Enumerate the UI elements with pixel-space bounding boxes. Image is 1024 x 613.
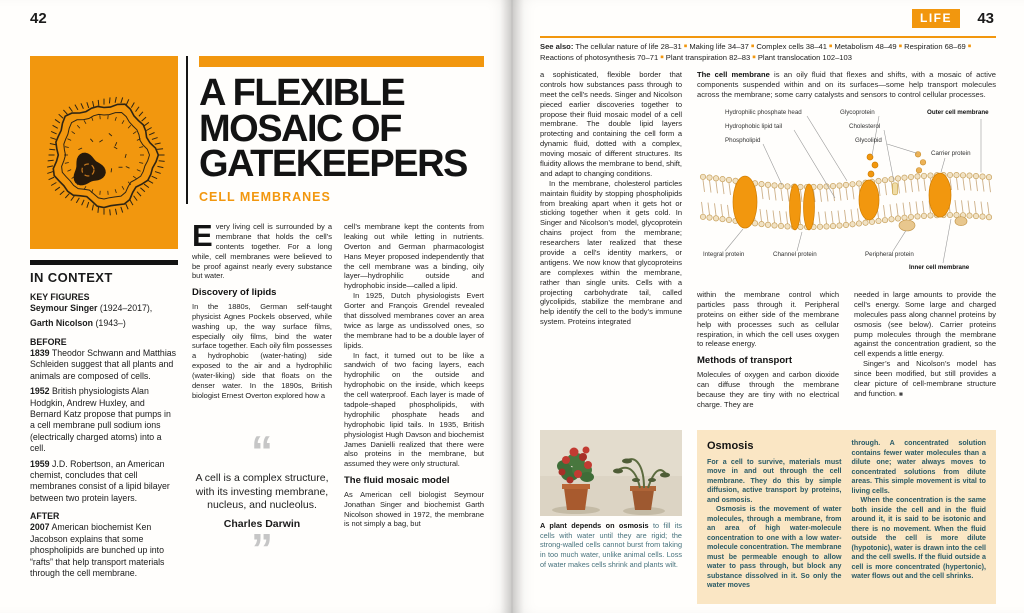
membrane-diagram [697, 70, 996, 273]
in-context-entry: 2007 American biochemist Ken Jacobson explains that some phospholipids are bunched up into “rafts” that help transport materials through the cell membrane. [30, 522, 165, 579]
title-block [186, 56, 484, 204]
diagram-caption [697, 70, 996, 100]
in-context-entry: Seymour Singer (1924–2017), [30, 303, 153, 313]
diagram-label-hydrophilic: Hydrophilic phosphate head [725, 109, 802, 117]
intro-paragraph [192, 218, 332, 281]
body-paragraph [854, 359, 996, 399]
body-paragraphs [344, 222, 484, 469]
section-heading-discovery-of-lipids: Discovery of lipids [192, 287, 277, 299]
body-paragraph: In the 1880s, German self-taught physicist Agnes Pockels observed, while washing up, the way surface films, especially oily films, bind the water surface together. Each oily film possesses a hydrophobic (water-hating) side exposed to the air and a hydrophilic (water-liking) side that floats on the denser water. In the 1890s, British biologist Ernest Overton explored how a [192, 301, 332, 400]
title-line-1: A FLEXIBLE [199, 72, 405, 114]
in-context-entry: 1839 Theodor Schwann and Matthias Schleiden suggest that all plants and animals are composed of cells. [30, 347, 177, 381]
paragraph: a sophisticated, flexible border that controls how substances pass through to meet the cell’s needs. Singer and Nicolson pieced earlier discoveries together to propose their fluid mosaic model of a cell membrane. The double lipid layers protecting and containing the cell form a dynamic fluid, dotted with a complex, moving mosaic of different structures. Its fluidity allows the membrane to bend, shift, and adapt to changing conditions. [540, 70, 682, 178]
page-number-right: 43 [977, 10, 994, 27]
membrane-svg [697, 103, 996, 273]
section-heading-fluid-mosaic-model: The fluid mosaic model [344, 475, 450, 487]
page-number-left: 42 [30, 10, 47, 27]
body-paragraph: needed in large amounts to provide the cell’s energy. Some large and charged molecules pass along channel proteins by osmosis (see below). Carrier proteins pump molecules through the membrane against the concentration gradient, so the cell expends a little energy. [854, 290, 996, 359]
paragraph: Osmosis is the movement of water molecules, through a membrane, from an area of high water-molecule concentration to one with a low water-molecule concentration. The membrane must be permeable enough to allow water to pass through, but block any substance dissolved in it. So only the water moves [707, 505, 842, 590]
see-also-separator: ■ [660, 54, 664, 61]
in-context-section-label: AFTER [30, 511, 60, 522]
article-subtitle: CELL MEMBRANES [199, 190, 331, 205]
article-title [199, 72, 484, 186]
paragraph: For a cell to survive, materials must move in and out through the cell membrane. They do this by simple diffusion, active transport by proteins, and osmosis. [707, 457, 842, 504]
diagram-label-outer: Outer cell membrane [927, 109, 989, 117]
see-also-item: Making life 34–37 [689, 42, 749, 51]
cell-illustration [30, 56, 178, 249]
diagram-label-phospholipid: Phospholipid [725, 137, 761, 145]
plant-caption-text: to fill its cells with water until they are rigid; the strong-walled cells cannot burst from taking in too much water, unlike animal cells. Loss of water makes cells shrink and plants wilt. [540, 521, 683, 569]
see-also-item: Metabolism 48–49 [834, 42, 897, 51]
see-also-item: Plant transpiration 82–83 [665, 53, 751, 62]
diagram-caption-lead: The cell membrane [697, 70, 770, 79]
osmosis-column-2 [852, 439, 987, 595]
osmosis-heading: Osmosis [707, 440, 754, 452]
in-context-entry: 1959 J.D. Robertson, an American chemist, concludes that cell membranes consist of a lipid bilayer between two protein layers. [30, 458, 170, 503]
left-page-column-1 [192, 218, 332, 401]
see-also-item: Reactions of photosynthesis 70–71 [540, 53, 659, 62]
body-paragraph: within the membrane control which particles pass through it. Peripheral proteins on either side of the membrane help with processes such as cellular respiration, in which the cell uses oxygen to release energy. [697, 290, 839, 349]
right-page-column-2 [697, 290, 839, 409]
close-quote-mark: ” [251, 524, 273, 574]
in-context-body [30, 292, 178, 579]
quote-attribution: Charles Darwin [223, 517, 301, 530]
paragraph: In fact, it turned out to be like a sandwich of two facing layers, each hydrophilic on the outside and hydrophobic on the inside, which keeps the cell waterproof. Each layer is made of tadpole-shaped phospholipids, with hydrophilic phosphate heads and hydrophobic lipid tails. In 1935, British physiologist Hugh Davson and biochemist James Danielli realized that there were also proteins in the membrane, but assumed they were only structural. [344, 350, 484, 469]
in-context-section-label: KEY FIGURES [30, 292, 90, 302]
diagram-label-peripheral: Peripheral protein [865, 251, 914, 259]
plant-caption-lead: A plant depends on osmosis [540, 521, 649, 530]
see-also-separator: ■ [752, 54, 756, 61]
diagram-caption-text: is an oily fluid that flexes and shifts, with a mosaic of active components suspended within and on its surfaces—some help transport molecules across the membrane; some carry catalysts and sensors to control cellular processes. [697, 70, 997, 100]
see-also-bar [540, 36, 996, 63]
osmosis-column-1 [707, 439, 842, 595]
plant-photo [540, 430, 682, 516]
osmosis-paragraphs [707, 458, 842, 591]
paragraph: When the concentration is the same both inside the cell and in the fluid around it, it is said to be isotonic and there is no movement. When the fluid outside the cell is more dilute (hypotonic), water is drawn into the cell and the cell swells. If the fluid outside a cell is more concentrated (hypertonic), water flows out and the cell shrinks. [851, 496, 986, 580]
plant-photo-caption [540, 521, 682, 569]
osmosis-paragraphs [852, 439, 987, 582]
see-also-item: Respiration 68–69 [904, 42, 966, 51]
section-label-badge: LIFE [912, 9, 960, 28]
diagram-label-channel: Channel protein [773, 251, 817, 259]
paragraph: In 1925, Dutch physiologists Evert Gorter and François Grendel revealed that dissolved membranes cover an area twice as large as undissolved ones, so the membrane had to be a double layer of lipids. [344, 291, 484, 350]
closing-paragraph-text: Singer’s and Nicolson’s model has since been modified, but still provides a clear picture of cell-membrane structure and function. [854, 359, 996, 398]
title-line-3: GATEKEEPERS [199, 143, 467, 186]
body-paragraph: As American cell biologist Seymour Jonathan Singer and biochemist Garth Nicolson showed in 1972, the membrane is not simply a bag, but [344, 489, 484, 529]
page-right [512, 0, 1024, 613]
diagram-label-inner: Inner cell membrane [909, 264, 970, 272]
intro-text: very living cell is surrounded by a membrane that holds the cell’s contents together. For a long while, cell membranes were believed to be proof against nearly every substance but water. [192, 222, 332, 281]
diagram-label-cholesterol: Cholesterol [849, 123, 881, 131]
plant-photo-svg [540, 430, 682, 516]
see-also-separator: ■ [898, 43, 903, 50]
in-context-entry: Garth Nicolson (1943–) [30, 318, 126, 329]
see-also-label: See also: [540, 42, 574, 51]
see-also-item: Plant translocation 102–103 [757, 53, 852, 62]
in-context-heading: IN CONTEXT [30, 270, 113, 285]
see-also-item: The cellular nature of life 28–31 [575, 42, 682, 51]
see-also-separator: ■ [750, 43, 755, 50]
diagram-label-integral: Integral protein [703, 251, 745, 259]
diagram-label-glycolipid: Glycolipid [855, 137, 882, 145]
end-of-article-mark: ■ [899, 390, 903, 398]
paragraph: through. A concentrated solution contains fewer water molecules than a dilute one; water always moves to concentrated solutions from dilute areas. This simple movement is vital to living cells. [851, 439, 986, 495]
see-also-item: Complex cells 38–41 [756, 42, 827, 51]
in-context-entry: 1952 British physiologists Alan Hodgkin, Andrew Huxley, and Bernard Katz propose that pumps in a cell membrane pull sodium ions (electrically charged atoms) into a cell. [30, 386, 171, 454]
paragraph: In the membrane, cholesterol particles maintain fluidity by stopping phospholipids from breaking apart when it gets hot or sticking together when it gets cold. In Singer and Nicolson’s model, glycoprotein chains project from the membrane; researchers later realized that these provide a cell’s identity markers, or antigens. We now know that glycoproteins are complexes within the membrane, rather than single units. Cells with a projecting carbohydrate tail, called glycolipids, stabilize the membrane and help identify the cell to the body’s immune system. Proteins integrated [540, 178, 682, 327]
drop-cap: E [192, 218, 213, 253]
title-line-2: MOSAIC OF [199, 107, 401, 150]
paragraph: cell’s membrane kept the contents from leaking out while letting in nutrients. Overton and German pharmacologist Hans Meyer proposed independently that the cell membrane was a binding, oily layer—hydrophilic outside and hydrophobic inside—called a lipid. [344, 222, 484, 291]
osmosis-sidebar [697, 430, 996, 604]
in-context-section-label: BEFORE [30, 336, 67, 347]
body-paragraphs [540, 70, 682, 327]
right-page-column-3 [854, 290, 996, 399]
pull-quote [192, 427, 332, 574]
right-page-column-1 [540, 70, 682, 327]
diagram-label-glycoprotein: Glycoprotein [840, 109, 875, 117]
in-context-box [30, 260, 178, 583]
cell-drawing-svg [30, 56, 178, 249]
diagram-label-carrier: Carrier protein [931, 150, 971, 158]
left-page-column-2 [344, 222, 484, 529]
see-also-separator: ■ [829, 43, 833, 50]
open-quote-mark: “ [251, 427, 273, 476]
title-accent-bar [199, 56, 484, 67]
see-also-separator: ■ [683, 43, 688, 50]
see-also-separator: ■ [967, 43, 972, 50]
diagram-label-hydrophobic: Hydrophobic lipid tail [725, 123, 783, 131]
quote-text: A cell is a complex structure, with its investing membrane, nucleus, and nucleolus. [195, 472, 329, 512]
section-heading-methods-of-transport: Methods of transport [697, 355, 792, 367]
body-paragraph: Molecules of oxygen and carbon dioxide can diffuse through the membrane because they are tiny with no electrical charge. They are [697, 369, 839, 409]
